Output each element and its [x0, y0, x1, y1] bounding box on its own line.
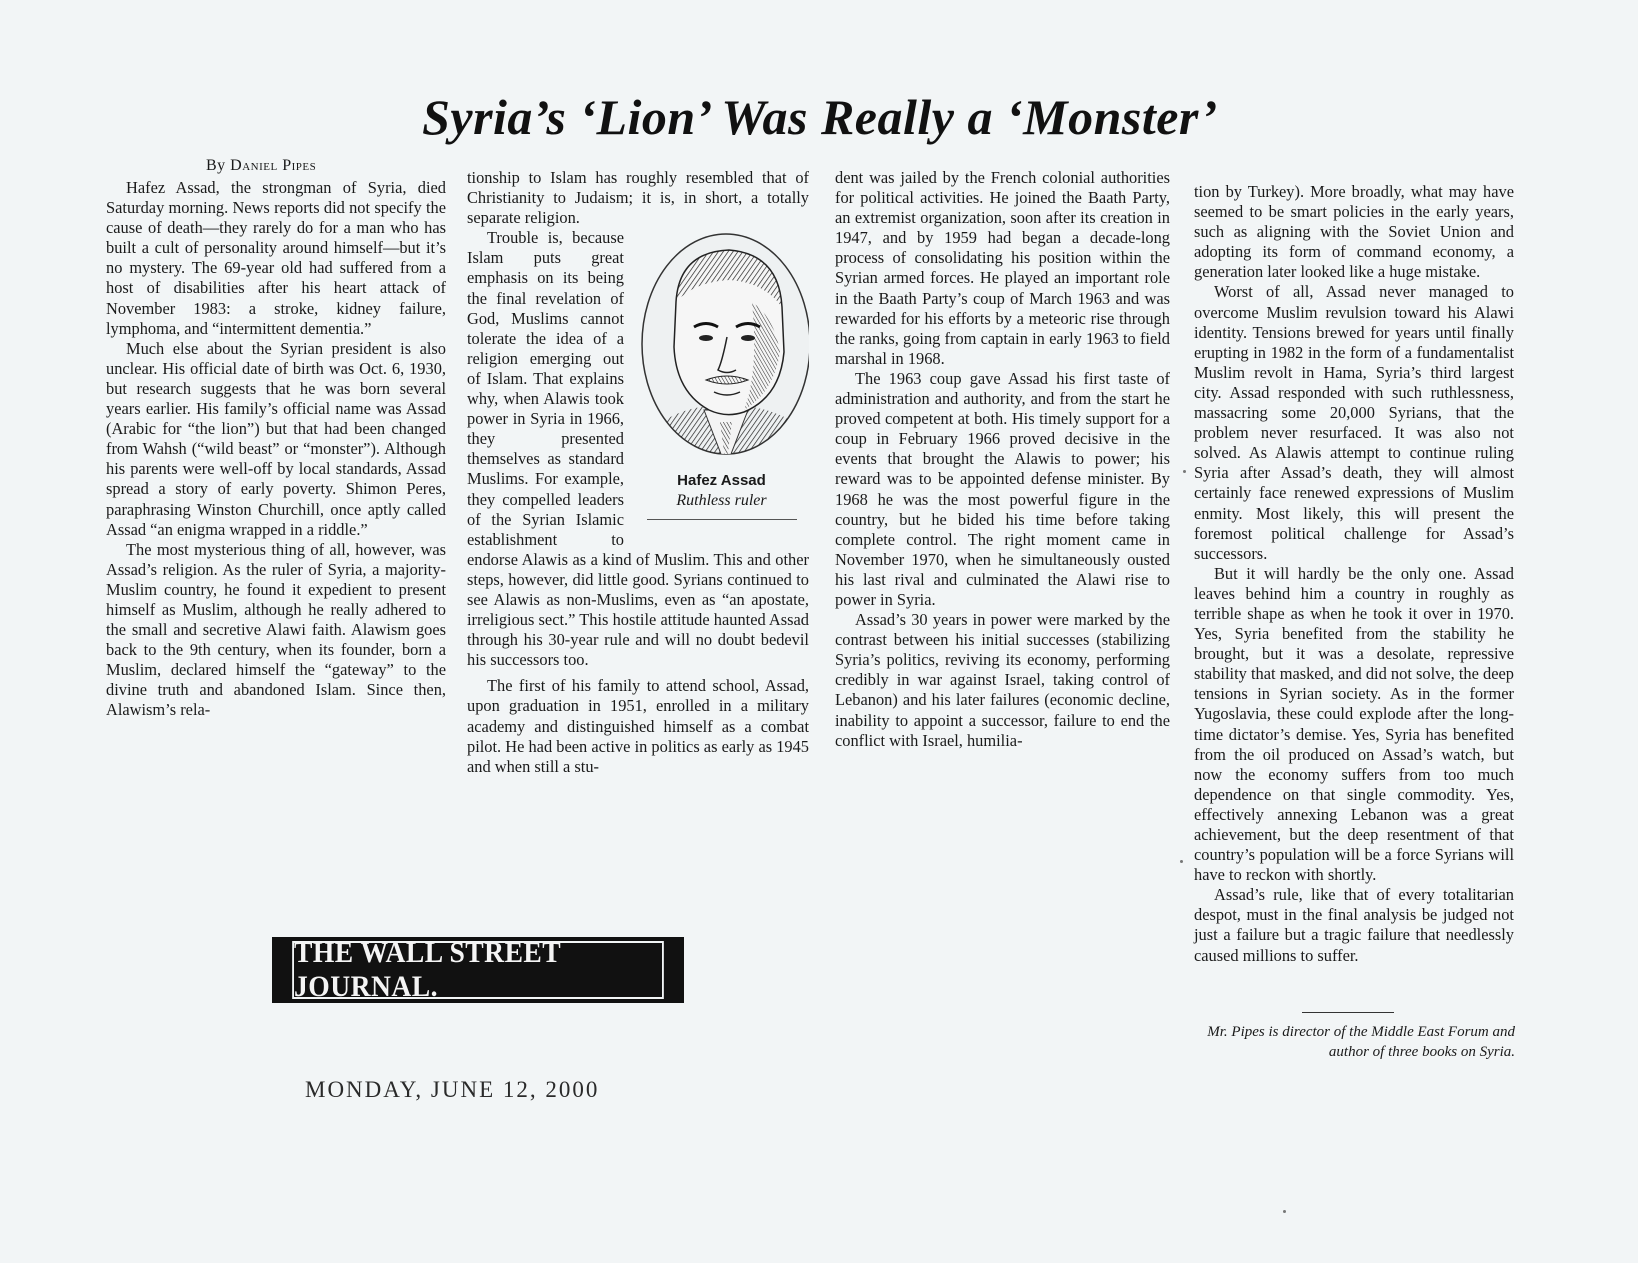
paragraph: Assad’s rule, like that of every totalitarian despot, must in the final analysis be judged not just a failure but a tragic failure that needlessly caused millions to suffer. — [1194, 885, 1514, 965]
article-column-3 — [835, 168, 1170, 751]
author-bio: Mr. Pipes is director of the Middle East Forum and author of three books on Syria. — [1207, 1024, 1515, 1060]
scan-speck — [1183, 470, 1186, 473]
photo-caption-subtitle: Ruthless ruler — [676, 492, 767, 510]
portrait-illustration — [634, 232, 809, 467]
masthead-text: THE WALL STREET JOURNAL. — [292, 941, 664, 999]
paragraph: Much else about the Syrian president is also unclear. His official date of birth was Oct. 6, 1930, but research suggests that he was born several years earlier. His family’s official name was Assad (Arabic for “the lion”) but that had been changed from Wahsh (“wild beast” or “monster”). Although his parents were well-off by local standards, Assad spread a story of early poverty. Shimon Peres, paraphrasing Winston Churchill, once aptly called Assad “an enigma wrapped in a riddle.” — [106, 338, 446, 539]
newspaper-masthead — [272, 937, 684, 1003]
scan-speck — [1180, 860, 1183, 863]
paragraph: The most mysterious thing of all, however, was Assad’s religion. As the ruler of Syria, a majority-Muslim country, he found it expedient to present himself as Muslim, although he really adhered to the small and secretive Alawi faith. Alawism goes back to the 9th century, when its founder, born a Muslim, declared himself the “gateway” to the divine truth and abandoned Islam. Since then, Alawism’s rela- — [106, 539, 446, 720]
paragraph: The first of his family to attend school, Assad, upon graduation in 1951, enrolled in a military academy and distinguished himself as a combat pilot. He had been active in politics as early as 1945 and when still a stu- — [467, 676, 809, 776]
photo-caption-name: Hafez Assad — [677, 472, 766, 490]
dateline: MONDAY, JUNE 12, 2000 — [305, 1077, 600, 1102]
paragraph: But it will hardly be the only one. Assad leaves behind him a country in roughly as terrible shape as when he took it over in 1970. Yes, Syria benefited from the stability he brought, but it was a desolate, repressive stability that masked, and did not solve, the deep tensions in Syrian society. As in the former Yugoslavia, these could explode after the long-time dictator’s demise. Yes, Syria has benefited from the oil produced on Assad’s watch, but now the economy suffers from too much dependence on that single commodity. Yes, effectively annexing Lebanon was a great achievement, but the deep resentment of that country’s population will be a force Syrians will have to reckon with shortly. — [1194, 563, 1514, 885]
paragraph: tion by Turkey). More broadly, what may have seemed to be smart policies in the early years, such as aligning with the Soviet Union and adopting its form of command economy, a generation later looked like a huge mistake. — [1194, 182, 1514, 282]
headline: Syria’s ‘Lion’ Was Really a ‘Monster’ — [422, 89, 1218, 145]
paragraph: Trouble is, because Islam puts great emphasis on its being the final revelation of God, Muslims cannot tolerate the idea of a religion emerging out of Islam. That explains why, when Alawis took power in Syria in 1966, they presented themselves as standard Muslims. For example, they compelled leaders of the Syrian Islamic establishment to endorse Alawis as a kind of Muslim. This and other steps, however, did little good. Syrians continued to see Alawis as non-Muslims, even as “an apostate, irreligious sect.” This hostile attitude haunted Assad through his 30-year rule and will no doubt bedevil his successors too. — [467, 228, 809, 670]
article-column-4 — [1194, 182, 1514, 966]
paragraph: dent was jailed by the French colonial authorities for political activities. He joined the Baath Party, an extremist organization, soon after its creation in 1947, and by 1959 had began a decade-long process of consolidating his position within the Syrian armed forces. He played an important role in the Baath Party’s coup of March 1963 and was rewarded for his efforts by a meteoric rise through the ranks, going from captain in early 1963 to field marshal in 1968. — [835, 168, 1170, 368]
paragraph: The 1963 coup gave Assad his first taste of administration and authority, and from the start he proved competent at both. His timely support for a coup in February 1966 proved decisive in the events that brought the Alawis to power; his reward was to be appointed defense minister. By 1968 he was the most powerful figure in the country, but he bided his time before taking complete control. The right moment came in November 1970, when he simultaneously ousted his last rival and culminated the Alawi rise to power in Syria. — [835, 368, 1170, 609]
paragraph: tionship to Islam has roughly resembled that of Christianity to Judaism; it is, in short, a totally separate religion. — [467, 168, 809, 228]
paragraph: Assad’s 30 years in power were marked by the contrast between his initial successes (stabilizing Syria’s politics, reviving its economy, performing credibly in war against Israel, taking control of Lebanon) and his later failures (economic decline, inability to appoint a successor, failure to end the conflict with Israel, humilia- — [835, 610, 1170, 750]
portrait-figure — [634, 232, 809, 532]
article-column-2 — [467, 168, 809, 777]
byline-author: Daniel Pipes — [230, 157, 317, 174]
paragraph: Worst of all, Assad never managed to overcome Muslim revulsion toward his Alawi identity. Tensions brewed for years until finally erupting in 1982 in the form of a fundamentalist Muslim revolt in Hama, Syria’s third largest city. Assad responded with such ruthlessness, massacring some 20,000 Syrians, that the problem never resurfaced. It was also not solved. As Alawis attempt to continue ruling Syria after Assad’s death, they will almost certainly face renewed expressions of Muslim enmity. Most likely, this will present the foremost political challenge for Assad’s successors. — [1194, 282, 1514, 563]
caption-rule — [647, 519, 797, 520]
article-column-1 — [106, 178, 446, 721]
byline — [206, 157, 316, 175]
bio-rule — [1302, 1012, 1394, 1013]
scan-speck — [1283, 1210, 1286, 1213]
byline-prefix: By — [206, 157, 226, 174]
paragraph: Hafez Assad, the strongman of Syria, died Saturday morning. News reports did not specify the cause of death—they rarely do for a man who has built a cult of personality around himself—but it’s no mystery. The 69-year old had suffered from a host of disabilities after his heart attack of November 1983: a stroke, kidney failure, lymphoma, and “intermittent dementia.” — [106, 178, 446, 338]
